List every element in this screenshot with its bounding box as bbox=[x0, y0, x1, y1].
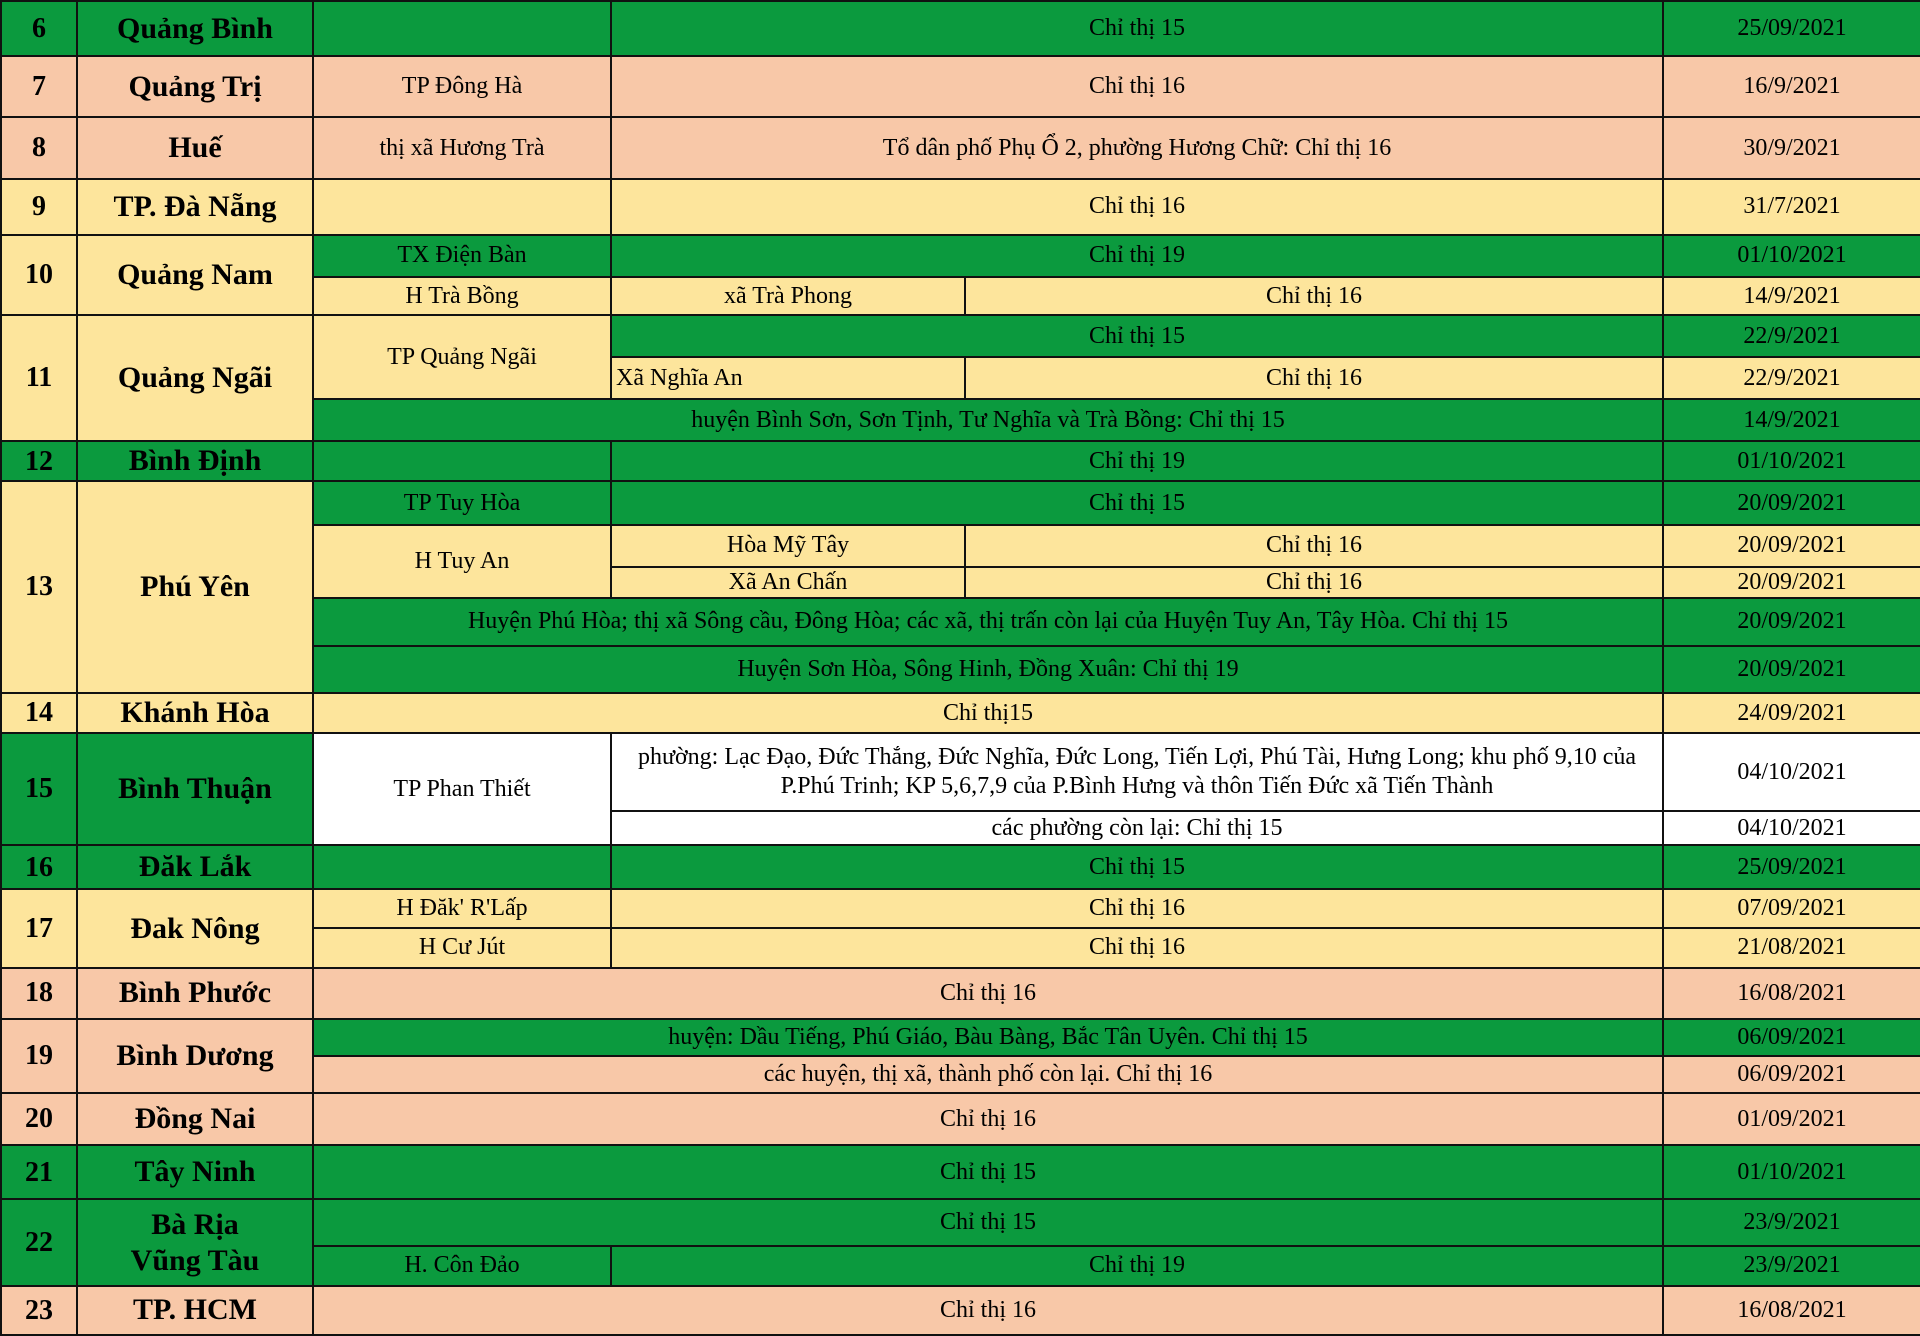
measure-cell: Tổ dân phố Phụ Ổ 2, phường Hương Chữ: Chỉ thị 16 bbox=[611, 117, 1663, 178]
date-cell: 14/9/2021 bbox=[1663, 399, 1920, 441]
table-row bbox=[1, 117, 1920, 178]
measure-cell: Chỉ thị 16 bbox=[965, 277, 1663, 315]
date-cell: 20/09/2021 bbox=[1663, 525, 1920, 567]
date-cell: 21/08/2021 bbox=[1663, 928, 1920, 968]
measure-cell: các huyện, thị xã, thành phố còn lại. Chỉ thị 16 bbox=[313, 1056, 1663, 1093]
stt-cell: 20 bbox=[1, 1093, 77, 1145]
stt-cell: 12 bbox=[1, 441, 77, 481]
table-row bbox=[1, 235, 1920, 277]
province-cell: Đăk Lắk bbox=[77, 845, 313, 889]
date-cell: 20/09/2021 bbox=[1663, 598, 1920, 646]
table-row bbox=[1, 1019, 1920, 1056]
measure-cell: Chỉ thị 16 bbox=[313, 1286, 1663, 1335]
stt-cell: 17 bbox=[1, 889, 77, 967]
table-row bbox=[1, 968, 1920, 1019]
stt-cell: 19 bbox=[1, 1019, 77, 1093]
date-cell: 23/9/2021 bbox=[1663, 1246, 1920, 1286]
measure-cell: Chỉ thị 16 bbox=[965, 567, 1663, 598]
province-cell: Bình Định bbox=[77, 441, 313, 481]
province-cell: Bình Phước bbox=[77, 968, 313, 1019]
district-cell: TP Phan Thiết bbox=[313, 733, 611, 845]
district-cell: TP Quảng Ngãi bbox=[313, 315, 611, 399]
measure-cell: Huyện Sơn Hòa, Sông Hinh, Đồng Xuân: Chỉ thị 19 bbox=[313, 646, 1663, 693]
date-cell: 01/10/2021 bbox=[1663, 235, 1920, 277]
date-cell: 01/10/2021 bbox=[1663, 1145, 1920, 1199]
measure-cell: Chỉ thị 15 bbox=[611, 845, 1663, 889]
measure-cell: Chỉ thị 16 bbox=[611, 56, 1663, 117]
measure-cell: Chỉ thị 16 bbox=[611, 889, 1663, 927]
district-cell bbox=[313, 1, 611, 56]
measure-cell: Chỉ thị 16 bbox=[965, 525, 1663, 567]
commune-cell: Hòa Mỹ Tây bbox=[611, 525, 965, 567]
stt-cell: 6 bbox=[1, 1, 77, 56]
district-cell bbox=[313, 845, 611, 889]
table-row bbox=[1, 889, 1920, 927]
date-cell: 22/9/2021 bbox=[1663, 315, 1920, 357]
measure-cell: Huyện Phú Hòa; thị xã Sông cầu, Đông Hòa; các xã, thị trấn còn lại của Huyện Tuy An, Tây Hòa. Chỉ thị 15 bbox=[313, 598, 1663, 646]
province-cell: Bình Dương bbox=[77, 1019, 313, 1093]
stt-cell: 16 bbox=[1, 845, 77, 889]
date-cell: 20/09/2021 bbox=[1663, 567, 1920, 598]
province-cell: Quảng Ngãi bbox=[77, 315, 313, 441]
date-cell: 14/9/2021 bbox=[1663, 277, 1920, 315]
date-cell: 25/09/2021 bbox=[1663, 1, 1920, 56]
table-row bbox=[1, 481, 1920, 524]
district-cell: thị xã Hương Trà bbox=[313, 117, 611, 178]
province-cell: Tây Ninh bbox=[77, 1145, 313, 1199]
table-row bbox=[1, 1286, 1920, 1335]
district-cell: H Trà Bồng bbox=[313, 277, 611, 315]
measure-cell: Chỉ thị 16 bbox=[611, 179, 1663, 235]
district-cell: TP Đông Hà bbox=[313, 56, 611, 117]
district-cell: H. Côn Đảo bbox=[313, 1246, 611, 1286]
stt-cell: 14 bbox=[1, 693, 77, 733]
province-cell: Quảng Bình bbox=[77, 1, 313, 56]
stt-cell: 9 bbox=[1, 179, 77, 235]
district-cell: TX Điện Bàn bbox=[313, 235, 611, 277]
province-cell: Khánh Hòa bbox=[77, 693, 313, 733]
measure-cell: Chỉ thị15 bbox=[313, 693, 1663, 733]
stt-cell: 23 bbox=[1, 1286, 77, 1335]
date-cell: 06/09/2021 bbox=[1663, 1056, 1920, 1093]
table-row bbox=[1, 733, 1920, 811]
stt-cell: 7 bbox=[1, 56, 77, 117]
table-row bbox=[1, 179, 1920, 235]
stt-cell: 21 bbox=[1, 1145, 77, 1199]
table-row bbox=[1, 1145, 1920, 1199]
measure-cell: Chỉ thị 19 bbox=[611, 441, 1663, 481]
stt-cell: 18 bbox=[1, 968, 77, 1019]
date-cell: 25/09/2021 bbox=[1663, 845, 1920, 889]
measure-cell: Chỉ thị 16 bbox=[965, 357, 1663, 399]
date-cell: 30/9/2021 bbox=[1663, 117, 1920, 178]
measure-cell: Chỉ thị 16 bbox=[313, 1093, 1663, 1145]
date-cell: 22/9/2021 bbox=[1663, 357, 1920, 399]
measure-cell: các phường còn lại: Chỉ thị 15 bbox=[611, 811, 1663, 845]
date-cell: 06/09/2021 bbox=[1663, 1019, 1920, 1056]
measure-cell: Chỉ thị 16 bbox=[313, 968, 1663, 1019]
measure-cell: Chỉ thị 15 bbox=[611, 1, 1663, 56]
date-cell: 16/08/2021 bbox=[1663, 1286, 1920, 1335]
measure-cell: phường: Lạc Đạo, Đức Thắng, Đức Nghĩa, Đức Long, Tiến Lợi, Phú Tài, Hưng Long; khu phố 9,10 của P.Phú Trinh; KP 5,6,7,9 của P.Bình Hưng và thôn Tiến Đức xã Tiến Thành bbox=[611, 733, 1663, 811]
stt-cell: 13 bbox=[1, 481, 77, 692]
measure-cell: Chỉ thị 15 bbox=[313, 1145, 1663, 1199]
table-row bbox=[1, 845, 1920, 889]
date-cell: 20/09/2021 bbox=[1663, 481, 1920, 524]
province-cell: Bình Thuận bbox=[77, 733, 313, 845]
measure-cell: Chỉ thị 15 bbox=[313, 1199, 1663, 1245]
province-cell: Đồng Nai bbox=[77, 1093, 313, 1145]
measure-cell: huyện Bình Sơn, Sơn Tịnh, Tư Nghĩa và Trà Bồng: Chỉ thị 15 bbox=[313, 399, 1663, 441]
district-cell: H Cư Jút bbox=[313, 928, 611, 968]
stt-cell: 8 bbox=[1, 117, 77, 178]
province-cell: Bà Rịa Vũng Tàu bbox=[77, 1199, 313, 1285]
measure-cell: Chỉ thị 15 bbox=[611, 481, 1663, 524]
stt-cell: 10 bbox=[1, 235, 77, 315]
district-cell: H Đăk' R'Lấp bbox=[313, 889, 611, 927]
commune-cell: Xã An Chấn bbox=[611, 567, 965, 598]
province-cell: TP. HCM bbox=[77, 1286, 313, 1335]
table-row bbox=[1, 1, 1920, 56]
commune-cell: xã Trà Phong bbox=[611, 277, 965, 315]
measure-cell: Chỉ thị 16 bbox=[611, 928, 1663, 968]
province-cell: Đak Nông bbox=[77, 889, 313, 967]
table-row bbox=[1, 1199, 1920, 1245]
measure-cell: Chỉ thị 19 bbox=[611, 235, 1663, 277]
district-cell: H Tuy An bbox=[313, 525, 611, 598]
province-cell: Huế bbox=[77, 117, 313, 178]
table-row bbox=[1, 1093, 1920, 1145]
measure-cell: Chỉ thị 15 bbox=[611, 315, 1663, 357]
measure-cell: huyện: Dầu Tiếng, Phú Giáo, Bàu Bàng, Bắc Tân Uyên. Chỉ thị 15 bbox=[313, 1019, 1663, 1056]
table-row bbox=[1, 441, 1920, 481]
date-cell: 04/10/2021 bbox=[1663, 811, 1920, 845]
table-row bbox=[1, 693, 1920, 733]
stt-cell: 15 bbox=[1, 733, 77, 845]
date-cell: 04/10/2021 bbox=[1663, 733, 1920, 811]
commune-cell: Xã Nghĩa An bbox=[611, 357, 965, 399]
province-cell: TP. Đà Nẵng bbox=[77, 179, 313, 235]
table-row bbox=[1, 56, 1920, 117]
date-cell: 16/9/2021 bbox=[1663, 56, 1920, 117]
district-cell: TP Tuy Hòa bbox=[313, 481, 611, 524]
date-cell: 24/09/2021 bbox=[1663, 693, 1920, 733]
date-cell: 23/9/2021 bbox=[1663, 1199, 1920, 1245]
district-cell bbox=[313, 179, 611, 235]
date-cell: 16/08/2021 bbox=[1663, 968, 1920, 1019]
measure-cell: Chỉ thị 19 bbox=[611, 1246, 1663, 1286]
date-cell: 01/09/2021 bbox=[1663, 1093, 1920, 1145]
stt-cell: 11 bbox=[1, 315, 77, 441]
date-cell: 20/09/2021 bbox=[1663, 646, 1920, 693]
stt-cell: 22 bbox=[1, 1199, 77, 1285]
table-row bbox=[1, 315, 1920, 357]
district-cell bbox=[313, 441, 611, 481]
province-cell: Quảng Nam bbox=[77, 235, 313, 315]
date-cell: 07/09/2021 bbox=[1663, 889, 1920, 927]
province-cell: Quảng Trị bbox=[77, 56, 313, 117]
date-cell: 31/7/2021 bbox=[1663, 179, 1920, 235]
province-cell: Phú Yên bbox=[77, 481, 313, 692]
date-cell: 01/10/2021 bbox=[1663, 441, 1920, 481]
